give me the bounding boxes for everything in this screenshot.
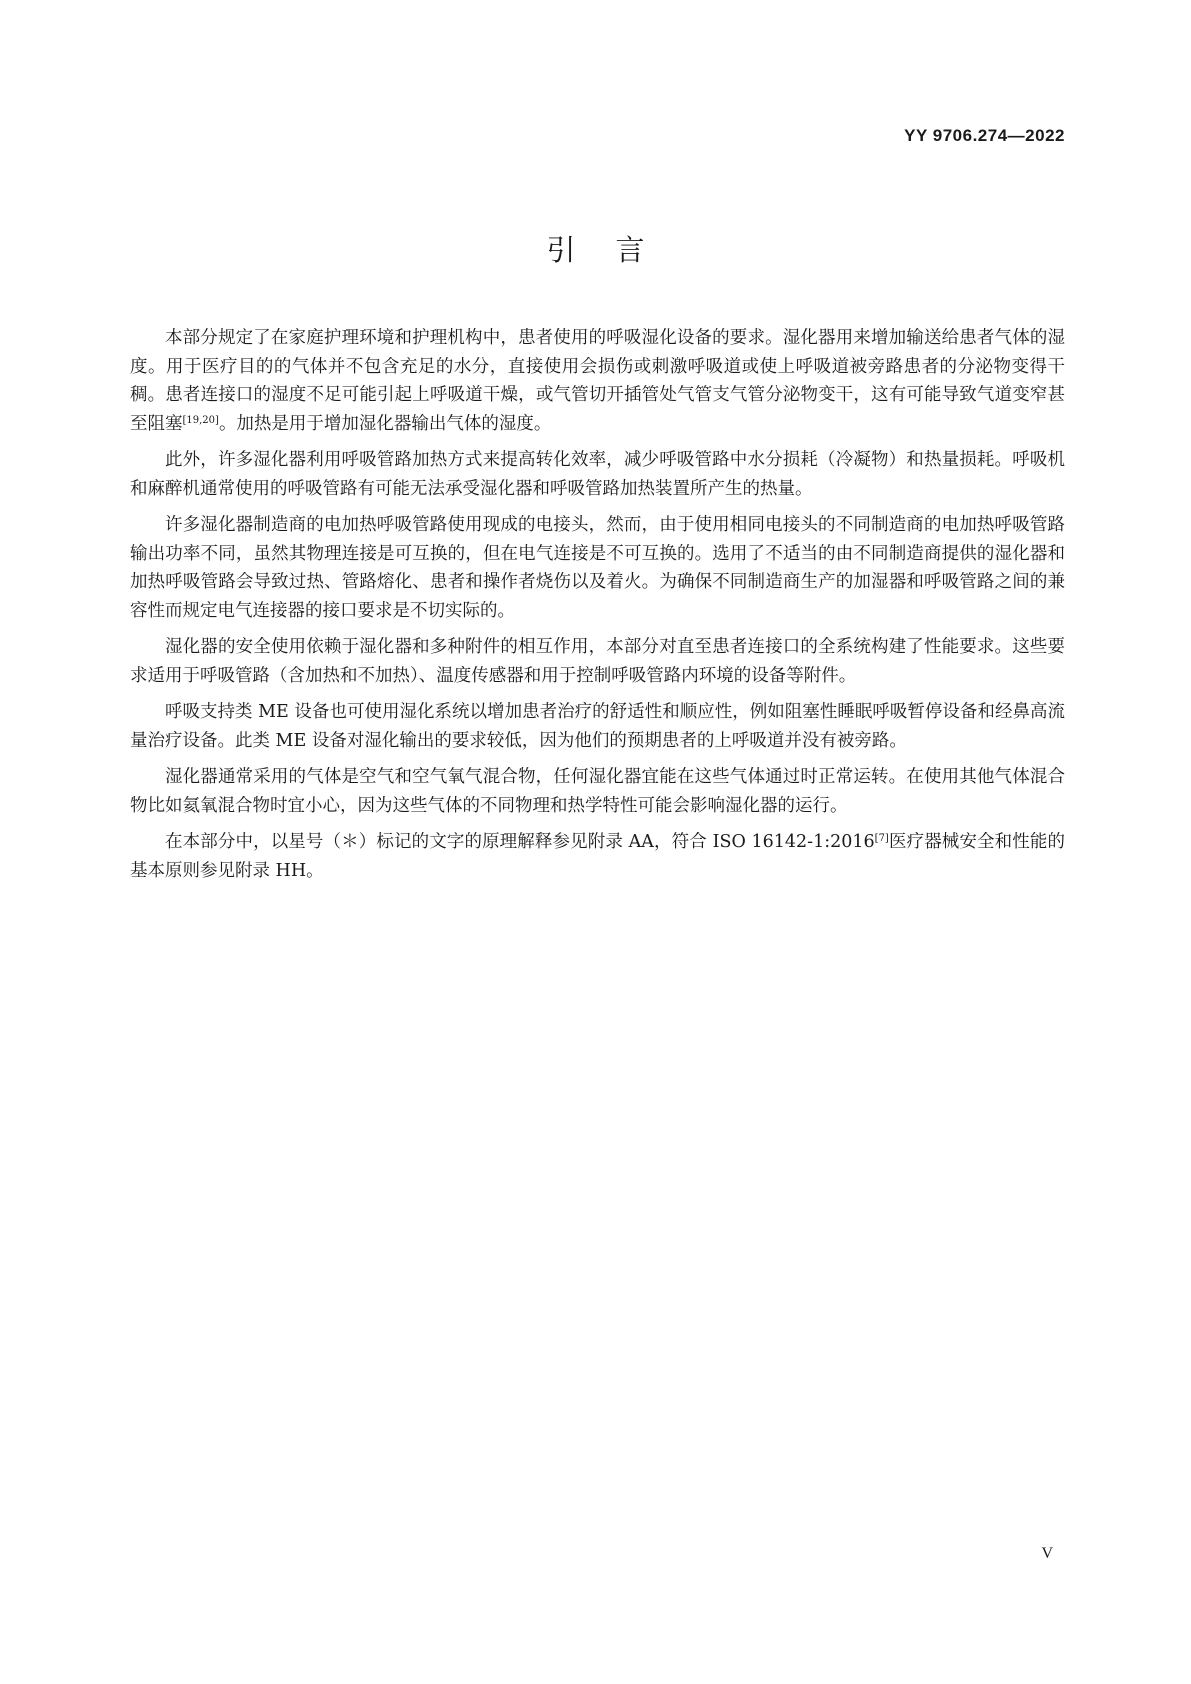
citation-19-20: [19,20] bbox=[182, 414, 219, 426]
page-title: 引言 bbox=[546, 233, 685, 267]
paragraph-7-text-a: 在本部分中，以星号（＊）标记的文字的原理解释参见附录 AA，符合 ISO 16142-1:2016 bbox=[165, 832, 875, 852]
paragraph-1-text-a: 本部分规定了在家庭护理环境和护理机构中，患者使用的呼吸湿化设备的要求。湿化器用来增加输送给患者气体的湿度。用于医疗目的的气体并不包含充足的水分，直接使用会损伤或刺激呼吸道或使上呼吸道被旁路患者的分泌物变得干稠。患者连接口的湿度不足可能引起上呼吸道干燥，或气管切开插管处气管支气管分泌物变干，这有可能导致气道变窄甚至阻塞 bbox=[130, 328, 1065, 434]
citation-7: [7] bbox=[874, 833, 889, 844]
doc-number: YY 9706.274—2022 bbox=[904, 126, 1065, 145]
paragraph-4: 湿化器的安全使用依赖于湿化器和多种附件的相互作用，本部分对直至患者连接口的全系统构建了性能要求。这些要求适用于呼吸管路（含加热和不加热）、温度传感器和用于控制呼吸管路内环境的设备等附件。 bbox=[130, 637, 1065, 686]
paragraph-6: 湿化器通常采用的气体是空气和空气氧气混合物，任何湿化器宜能在这些气体通过时正常运转。在使用其他气体混合物比如氦氧混合物时宜小心，因为这些气体的不同物理和热学特性可能会影响湿化器的运行。 bbox=[130, 767, 1065, 816]
paragraph-7 bbox=[130, 828, 1065, 885]
page-number: V bbox=[1041, 1545, 1053, 1562]
paragraph-1-text-b: 。加热是用于增加湿化器输出气体的湿度。 bbox=[218, 413, 552, 434]
body-text bbox=[130, 324, 1065, 893]
paragraph-7-text-b: 医疗器械安全和性能的基本原则参见附录 HH。 bbox=[130, 832, 1065, 881]
paragraph-2: 此外，许多湿化器利用呼吸管路加热方式来提高转化效率，减少呼吸管路中水分损耗（冷凝物）和热量损耗。呼吸机和麻醉机通常使用的呼吸管路有可能无法承受湿化器和呼吸管路加热装置所产生的热量。 bbox=[130, 450, 1065, 499]
paragraph-1 bbox=[130, 324, 1065, 438]
paragraph-3: 许多湿化器制造商的电加热呼吸管路使用现成的电接头，然而，由于使用相同电接头的不同制造商的电加热呼吸管路输出功率不同，虽然其物理连接是可互换的，但在电气连接是不可互换的。选用了不适当的由不同制造商提供的湿化器和加热呼吸管路会导致过热、管路熔化、患者和操作者烧伤以及着火。为确保不同制造商生产的加湿器和呼吸管路之间的兼容性而规定电气连接器的接口要求是不切实际的。 bbox=[130, 515, 1065, 621]
paragraph-5: 呼吸支持类 ME 设备也可使用湿化系统以增加患者治疗的舒适性和顺应性，例如阻塞性睡眠呼吸暂停设备和经鼻高流量治疗设备。此类 ME 设备对湿化输出的要求较低，因为他们的预期患者的上呼吸道并没有被旁路。 bbox=[130, 702, 1065, 751]
